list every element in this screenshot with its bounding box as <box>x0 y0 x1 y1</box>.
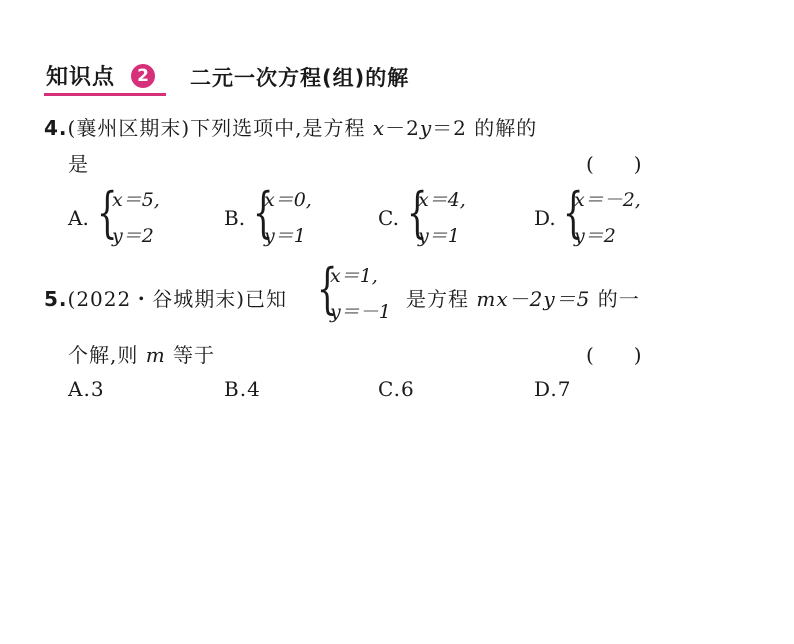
option-d-line2: y＝2 <box>574 225 616 247</box>
option-c-label: C. <box>378 206 399 230</box>
option-a-line2: y＝2 <box>112 225 154 247</box>
option-c-line2: y＝1 <box>418 225 460 247</box>
question-4-eq-end: ＝2 <box>432 116 467 140</box>
option-b-value: 4 <box>247 377 261 401</box>
option-c-label: C. <box>378 377 401 401</box>
question-5-stem-d: 个解,则 <box>68 343 139 367</box>
option-b-brace: { <box>252 181 274 244</box>
option-a-value: 3 <box>90 377 105 401</box>
option-d-label: D. <box>534 377 558 401</box>
question-4-eq-mid: －2 <box>385 116 420 140</box>
question-5-sys-line1: x＝1, <box>330 265 378 287</box>
question-5-line1 <box>44 283 287 312</box>
question-5-equation: mx－2y＝5 <box>476 287 591 311</box>
option-c-line1: x＝4, <box>418 189 466 211</box>
question-5-answer-bracket: ( ) <box>586 343 642 367</box>
question-4-source: (襄州区期末) <box>67 116 191 140</box>
question-5-line2 <box>68 339 215 368</box>
option-a-brace: { <box>96 181 118 244</box>
knowledge-point-label: 知识点 <box>46 65 116 90</box>
question-5-option-d[interactable] <box>534 377 571 401</box>
question-5-number: 5. <box>44 287 68 311</box>
option-a-label: A. <box>68 377 91 401</box>
question-4-var-y: y <box>419 116 433 140</box>
question-5-stem-e: 等于 <box>173 343 216 367</box>
knowledge-point-badge: 2 <box>131 64 155 88</box>
question-5-source: (2022・谷城期末) <box>67 287 246 311</box>
question-4-stem-c: 是 <box>68 152 89 176</box>
option-d-line1: x＝－2, <box>574 189 641 211</box>
question-4-number: 4. <box>44 116 68 140</box>
option-a-label: A. <box>68 206 89 230</box>
question-5-brace: { <box>316 257 338 320</box>
option-b-line2: y＝1 <box>264 225 306 247</box>
question-4-stem-b: 的解的 <box>474 116 538 140</box>
section-title: 二元一次方程(组)的解 <box>190 66 410 90</box>
option-c-value: 6 <box>400 377 415 401</box>
question-4-stem: 下列选项中,是方程 <box>190 116 366 140</box>
question-5-var-m: m <box>145 343 166 367</box>
option-d-label: D. <box>534 206 556 230</box>
option-a-line1: x＝5, <box>112 189 160 211</box>
question-5-option-b[interactable] <box>224 377 261 401</box>
question-5-stem-b: 是方程 <box>406 287 469 311</box>
question-5-stem-a: 已知 <box>245 287 288 311</box>
option-b-line1: x＝0, <box>264 189 312 211</box>
question-4-var-x: x <box>372 116 386 140</box>
question-5-option-c[interactable] <box>378 377 415 401</box>
question-5-option-a[interactable] <box>68 377 105 401</box>
question-5-sys-line2: y＝－1 <box>330 301 391 323</box>
option-b-label: B. <box>224 377 248 401</box>
header-underline <box>44 93 166 96</box>
question-5-line1-tail <box>406 283 640 312</box>
option-b-label: B. <box>224 206 246 230</box>
option-c-brace: { <box>406 181 428 244</box>
option-d-value: 7 <box>557 377 572 401</box>
question-4-answer-bracket: ( ) <box>586 152 642 176</box>
question-5-stem-c: 的一 <box>597 287 640 311</box>
option-d-brace: { <box>562 181 584 244</box>
question-4-line1 <box>44 112 537 141</box>
